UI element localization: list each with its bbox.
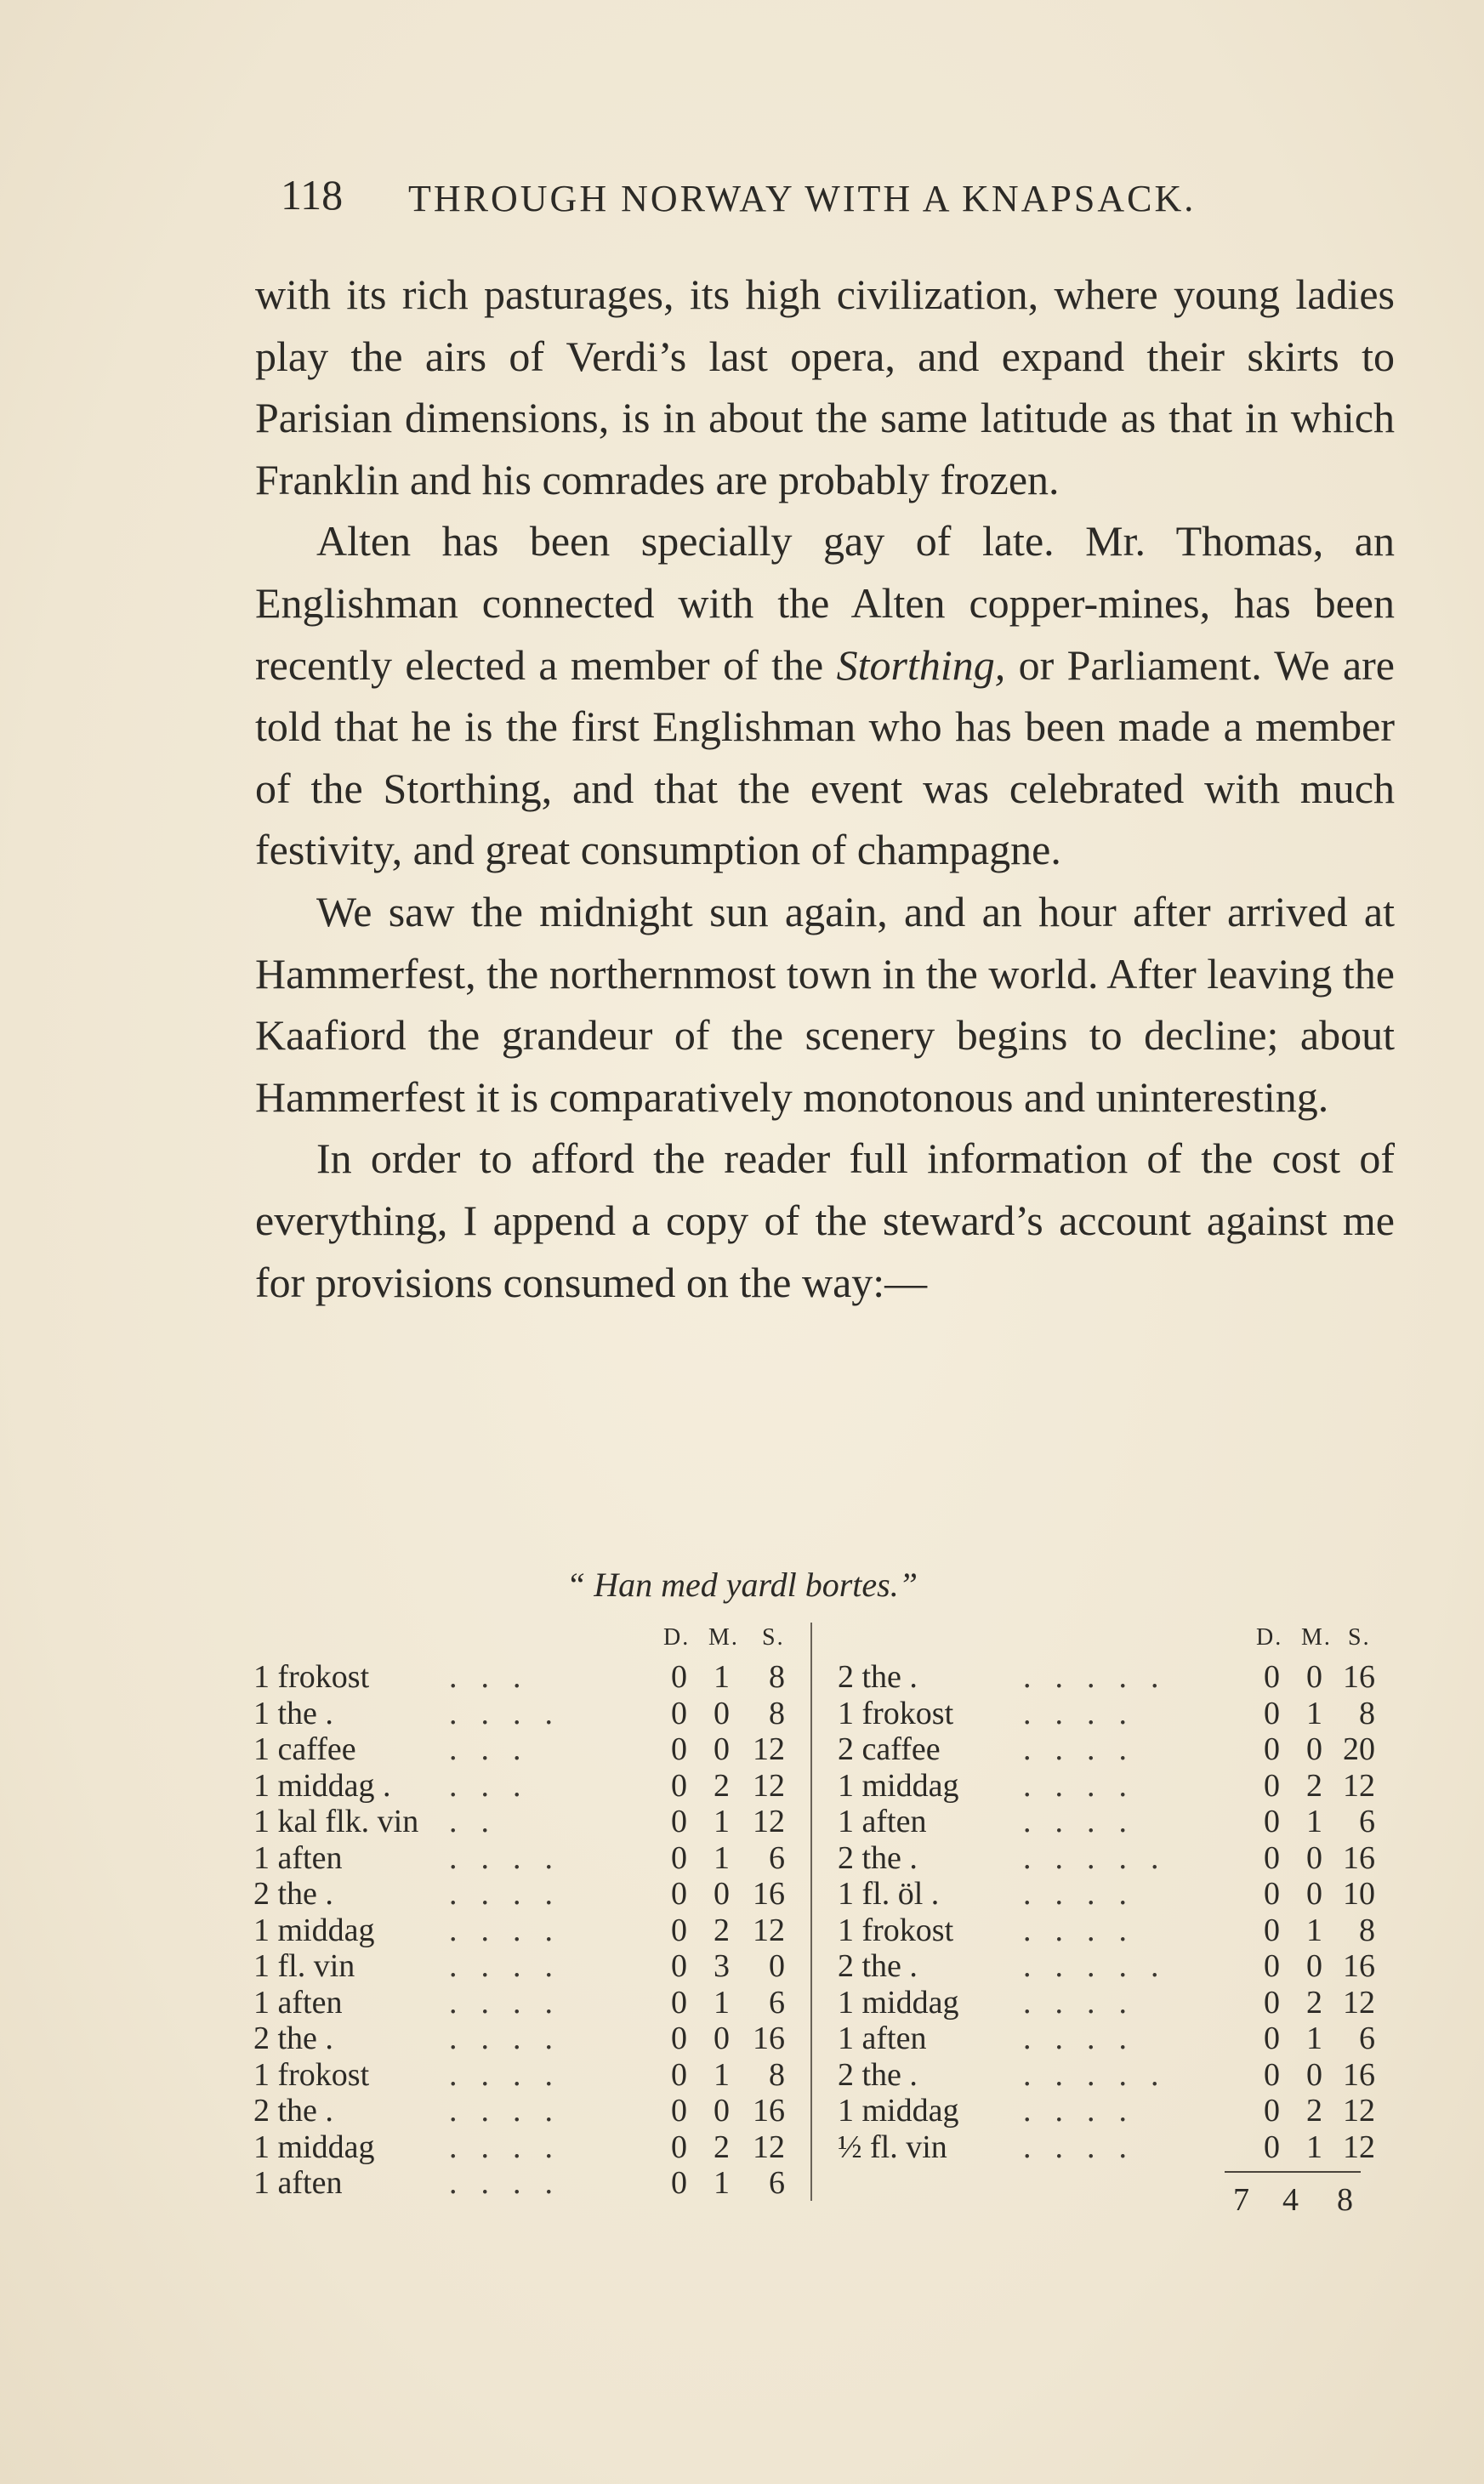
storthing-italic: Storthing,	[836, 640, 1006, 689]
header-s: S.	[762, 1624, 785, 1651]
amount-s: 8	[1359, 1912, 1375, 1948]
paragraph-4: In order to afford the reader full information of the cost of everything, I append a copy of the steward’s account against me for provisions consumed on the way:—	[255, 1134, 1395, 1306]
amount-d: 0	[671, 1912, 687, 1948]
account-row	[838, 1767, 1373, 1804]
amount-m: 0	[1306, 1659, 1322, 1695]
amount-s: 12	[753, 1731, 785, 1767]
account-row	[253, 1731, 806, 1767]
leader-dots: ....	[449, 1695, 577, 1731]
amount-s: 16	[1343, 1839, 1375, 1876]
amount-m: 0	[714, 2021, 730, 2056]
leader-dots: ...	[449, 1767, 545, 1804]
amount-d: 0	[671, 1659, 687, 1695]
account-item: ½ fl. vin	[838, 2129, 947, 2165]
amount-s: 8	[769, 1695, 785, 1731]
account-item: 1 aften	[838, 1804, 927, 1839]
amount-s: 16	[753, 1876, 785, 1912]
amount-s: 6	[769, 2165, 785, 2201]
amount-s: 12	[1343, 2129, 1375, 2165]
leader-dots: .....	[1023, 1659, 1183, 1695]
account-row	[838, 1658, 1373, 1695]
amount-s: 0	[769, 1948, 785, 1984]
account-item: 2 the .	[838, 2056, 918, 2093]
amount-s: 8	[1359, 1695, 1375, 1731]
amount-d: 0	[671, 1731, 687, 1767]
account-left-column	[253, 1624, 806, 2201]
leader-dots: ....	[449, 1876, 577, 1912]
amount-d: 0	[1264, 1695, 1280, 1731]
amount-m: 0	[1306, 2056, 1322, 2093]
amount-m: 0	[714, 2093, 730, 2129]
header-m: M.	[708, 1624, 739, 1651]
leader-dots: ....	[449, 1948, 577, 1984]
account-total	[1225, 2181, 1373, 2220]
amount-d: 0	[671, 1804, 687, 1839]
amount-m: 2	[714, 1912, 730, 1948]
amount-m: 1	[1306, 2021, 1322, 2056]
account-caption: “ Han med yardl bortes.”	[566, 1566, 918, 1604]
account-row	[838, 1875, 1373, 1912]
amount-s: 20	[1343, 1731, 1375, 1767]
account-item: 1 frokost	[838, 1695, 954, 1731]
amount-d: 0	[671, 1876, 687, 1912]
account-row	[253, 1767, 806, 1804]
account-item: 1 aften	[253, 1984, 343, 2021]
amount-d: 0	[1264, 1804, 1280, 1839]
account-row	[838, 1695, 1373, 1731]
amount-m: 2	[1306, 2093, 1322, 2129]
account-row	[253, 1695, 806, 1731]
leader-dots: ....	[449, 1839, 577, 1876]
amount-s: 12	[753, 1804, 785, 1839]
column-headers-left	[253, 1624, 806, 1658]
account-row	[838, 1731, 1373, 1767]
leader-dots: ..	[449, 1804, 513, 1839]
amount-s: 6	[1359, 1804, 1375, 1839]
amount-m: 1	[714, 2056, 730, 2093]
leader-dots: ...	[449, 1731, 545, 1767]
leader-dots: ....	[449, 1912, 577, 1948]
amount-d: 0	[1264, 2093, 1280, 2129]
account-item: 1 aften	[253, 2165, 343, 2201]
paragraph-2-start: Alten has been specially gay of late. Mr. Thomas, an Englishman connected with the Alten copper-mines, has been recently elected a member of the	[255, 517, 1395, 689]
account-item: 2 the .	[838, 1948, 918, 1984]
total-m: 4	[1282, 2182, 1299, 2218]
amount-d: 0	[1264, 2056, 1280, 2093]
amount-m: 1	[714, 1659, 730, 1695]
amount-m: 1	[1306, 2129, 1322, 2165]
amount-d: 0	[1264, 1876, 1280, 1912]
amount-d: 0	[671, 1839, 687, 1876]
leader-dots: ....	[1023, 1731, 1151, 1767]
account-row	[838, 2020, 1373, 2056]
amount-s: 12	[753, 1767, 785, 1804]
amount-m: 2	[1306, 1984, 1322, 2021]
amount-m: 1	[714, 1839, 730, 1876]
amount-d: 0	[671, 1695, 687, 1731]
amount-s: 6	[1359, 2021, 1375, 2056]
account-item: 1 frokost	[838, 1912, 954, 1948]
amount-s: 16	[1343, 1948, 1375, 1984]
leader-dots: ....	[449, 2021, 577, 2056]
amount-d: 0	[671, 2165, 687, 2201]
paragraph-2-end: or Parliament. We are told that he is the first Englishman who has been made a member of the Storthing, and that the event was celebrated with much festivity, and great consumption of champagne.	[255, 640, 1395, 874]
amount-m: 0	[1306, 1839, 1322, 1876]
account-row	[253, 1984, 806, 2021]
amount-m: 3	[714, 1948, 730, 1984]
account-item: 2 the .	[253, 2021, 333, 2056]
amount-m: 2	[1306, 1767, 1322, 1804]
account-row	[838, 1839, 1373, 1876]
amount-d: 0	[1264, 1767, 1280, 1804]
amount-m: 1	[714, 1804, 730, 1839]
amount-s: 12	[1343, 2093, 1375, 2129]
account-item: 1 the .	[253, 1695, 333, 1731]
amount-d: 0	[671, 1984, 687, 2021]
amount-d: 0	[671, 2093, 687, 2129]
amount-s: 16	[753, 2021, 785, 2056]
amount-s: 8	[769, 2056, 785, 2093]
amount-d: 0	[1264, 1659, 1280, 1695]
running-title: THROUGH NORWAY WITH A KNAPSACK.	[408, 178, 1197, 219]
amount-m: 0	[714, 1695, 730, 1731]
total-rule	[1225, 2171, 1361, 2173]
amount-s: 8	[769, 1659, 785, 1695]
leader-dots: ....	[1023, 2093, 1151, 2129]
amount-d: 0	[671, 2056, 687, 2093]
leader-dots: ....	[1023, 1876, 1151, 1912]
amount-d: 0	[1264, 1912, 1280, 1948]
header-d: D.	[1256, 1624, 1283, 1651]
leader-dots: ....	[449, 1984, 577, 2021]
account-row	[253, 1875, 806, 1912]
amount-d: 0	[1264, 1731, 1280, 1767]
account-row	[253, 1658, 806, 1695]
amount-s: 16	[753, 2093, 785, 2129]
column-divider	[810, 1623, 812, 2201]
page-number: 118	[281, 171, 344, 219]
amount-s: 6	[769, 1984, 785, 2021]
amount-s: 12	[753, 2129, 785, 2165]
amount-m: 1	[714, 2165, 730, 2201]
account-row	[838, 1803, 1373, 1839]
header-m: M.	[1301, 1624, 1332, 1651]
amount-d: 0	[1264, 1984, 1280, 2021]
account-row	[253, 2020, 806, 2056]
account-item: 1 middag	[838, 1767, 959, 1804]
account-row	[253, 2092, 806, 2129]
leader-dots: ....	[1023, 2021, 1151, 2056]
account-item: 1 middag	[838, 2093, 959, 2129]
paragraph-2	[255, 510, 1395, 881]
account-item: 1 middag	[253, 2129, 375, 2165]
account-item: 1 middag	[253, 1912, 375, 1948]
amount-d: 0	[1264, 2129, 1280, 2165]
account-item: 2 the .	[838, 1839, 918, 1876]
account-row	[838, 1947, 1373, 1984]
account-item: 1 aften	[838, 2021, 927, 2056]
header-s: S.	[1348, 1624, 1371, 1651]
account-item: 2 the .	[253, 1876, 333, 1912]
account-row	[253, 2164, 806, 2201]
amount-s: 16	[1343, 1659, 1375, 1695]
amount-m: 1	[1306, 1804, 1322, 1839]
amount-m: 1	[714, 1984, 730, 2021]
amount-m: 1	[1306, 1912, 1322, 1948]
amount-d: 0	[1264, 1948, 1280, 1984]
leader-dots: .....	[1023, 1948, 1183, 1984]
account-item: 1 caffee	[253, 1731, 356, 1767]
account-right-column	[838, 1624, 1373, 2164]
leader-dots: ....	[449, 2093, 577, 2129]
amount-m: 1	[1306, 1695, 1322, 1731]
amount-d: 0	[671, 1767, 687, 1804]
account-item: 1 middag	[838, 1984, 959, 2021]
leader-dots: ....	[1023, 1984, 1151, 2021]
total-d: 7	[1233, 2182, 1249, 2218]
account-item: 1 fl. öl .	[838, 1876, 940, 1912]
body-text	[255, 264, 1395, 1313]
account-item: 2 the .	[838, 1659, 918, 1695]
leader-dots: ....	[449, 2165, 577, 2201]
account-row	[253, 1803, 806, 1839]
leader-dots: ....	[1023, 1767, 1151, 1804]
amount-m: 0	[1306, 1731, 1322, 1767]
account-row	[838, 2056, 1373, 2093]
account-row	[253, 1839, 806, 1876]
header-d: D.	[663, 1624, 691, 1651]
account-row	[253, 1947, 806, 1984]
page-header	[281, 170, 1284, 230]
leader-dots: ....	[449, 2129, 577, 2165]
amount-m: 0	[1306, 1948, 1322, 1984]
amount-d: 0	[1264, 1839, 1280, 1876]
amount-d: 0	[671, 1948, 687, 1984]
amount-s: 6	[769, 1839, 785, 1876]
total-s: 8	[1337, 2182, 1353, 2218]
account-item: 2 caffee	[838, 1731, 941, 1767]
account-row	[838, 2129, 1373, 2165]
column-headers-right	[838, 1624, 1373, 1658]
leader-dots: ....	[1023, 2129, 1151, 2165]
amount-m: 2	[714, 1767, 730, 1804]
amount-s: 12	[1343, 1767, 1375, 1804]
leader-dots: ....	[1023, 1695, 1151, 1731]
account-row	[253, 2129, 806, 2165]
leader-dots: ...	[449, 1659, 545, 1695]
leader-dots: ....	[449, 2056, 577, 2093]
amount-d: 0	[671, 2129, 687, 2165]
amount-s: 12	[753, 1912, 785, 1948]
account-row	[253, 1912, 806, 1948]
amount-s: 10	[1343, 1876, 1375, 1912]
amount-m: 0	[714, 1876, 730, 1912]
account-item: 1 middag .	[253, 1767, 391, 1804]
amount-d: 0	[1264, 2021, 1280, 2056]
amount-d: 0	[671, 2021, 687, 2056]
account-item: 1 frokost	[253, 1659, 370, 1695]
account-item: 2 the .	[253, 2093, 333, 2129]
leader-dots: .....	[1023, 2056, 1183, 2093]
amount-m: 2	[714, 2129, 730, 2165]
amount-s: 16	[1343, 2056, 1375, 2093]
amount-m: 0	[1306, 1876, 1322, 1912]
account-item: 1 kal flk. vin	[253, 1804, 419, 1839]
paragraph-1: with its rich pasturages, its high civilization, where young ladies play the airs of Verdi’s last opera, and expand their skirts to Parisian dimensions, is in about the same latitude as that in which Franklin and his comrades are probably frozen.	[255, 270, 1395, 503]
paragraph-3: We saw the midnight sun again, and an hour after arrived at Hammerfest, the northernmost town in the world. After leaving the Kaafiord the grandeur of the scenery begins to decline; about Hammerfest it is comparatively monotonous and uninteresting.	[255, 887, 1395, 1121]
account-row	[253, 2056, 806, 2093]
amount-m: 0	[714, 1731, 730, 1767]
amount-s: 12	[1343, 1984, 1375, 2021]
leader-dots: .....	[1023, 1839, 1183, 1876]
leader-dots: ....	[1023, 1804, 1151, 1839]
account-row	[838, 1912, 1373, 1948]
account-row	[838, 1984, 1373, 2021]
account-item: 1 aften	[253, 1839, 343, 1876]
leader-dots: ....	[1023, 1912, 1151, 1948]
account-item: 1 fl. vin	[253, 1948, 355, 1984]
account-item: 1 frokost	[253, 2056, 370, 2093]
account-row	[838, 2092, 1373, 2129]
